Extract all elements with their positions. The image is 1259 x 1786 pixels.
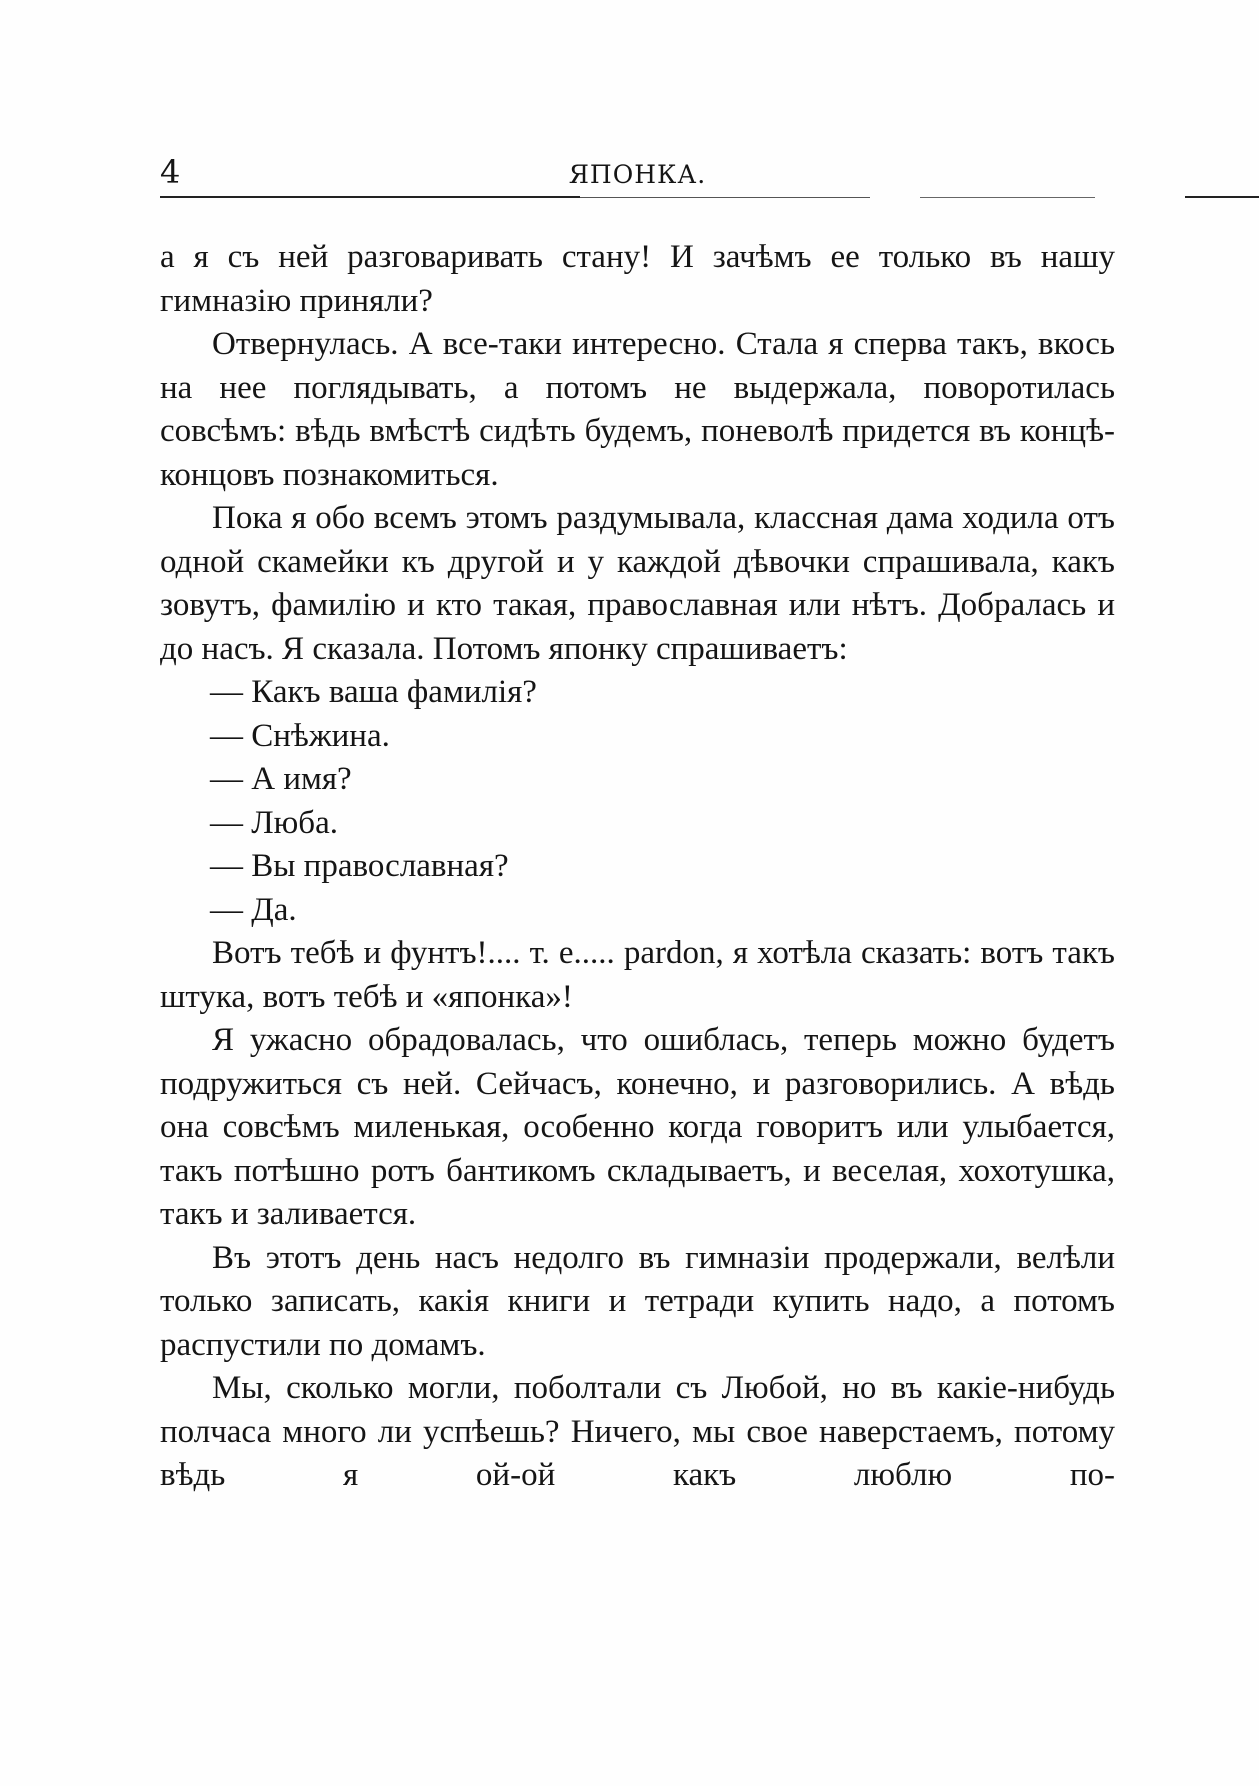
dialogue-line: — Вы православная? [210,848,509,884]
paragraph: Мы, сколько могли, поболтали съ Любой, но въ какіе-нибудь полчаса много ли успѣешь? Ничего, мы свое наверстаемъ, потому вѣдь я ой-ой какъ люблю по- [160,1370,1115,1493]
page-number: 4 [160,153,181,191]
running-title: ЯПОНКА. [568,160,707,189]
paragraph: Вотъ тебѣ и фунтъ!.... т. е..... pardon, я хотѣла сказать: вотъ такъ штука, вотъ тебѣ и «японка»! [160,935,1115,1015]
header-rule [580,197,870,198]
paragraph: а я съ ней разговаривать стану! И зачѣмъ ее только въ нашу гимназію приняли? [160,239,1115,319]
header-rule [160,196,580,198]
dialogue-line: — Какъ ваша фамилія? [210,674,537,710]
dialogue-line: — Снѣжина. [210,717,390,754]
dialogue-line: — Люба. [210,804,338,841]
dialogue-line: — А имя? [210,761,352,797]
running-header [160,150,1115,200]
paragraph: Отвернулась. А все-таки интересно. Стала я сперва такъ, вкось на нее поглядывать, а потомъ не выдержала, поворотилась совсѣмъ: вѣдь вмѣстѣ сидѣть будемъ, поневолѣ придется въ концѣ-концовъ познакомиться. [160,326,1115,493]
dialogue-line: — Да. [210,891,297,928]
body-text [160,236,1115,1498]
header-rule [920,197,1095,198]
paragraph: Въ этотъ день насъ недолго въ гимназіи продержали, велѣли только записать, какія книги и тетради купить надо, а потомъ распустили по домамъ. [160,1239,1115,1363]
paragraph: Пока я обо всемъ этомъ раздумывала, классная дама ходила отъ одной скамейки къ другой и у каждой дѣвочки спрашивала, какъ зовутъ, фамилію и кто такая, православная или нѣтъ. Добралась и до насъ. Я сказала. Потомъ японку спрашиваетъ: [160,500,1115,667]
header-rule [1185,196,1259,198]
paragraph: Я ужасно обрадовалась, что ошиблась, теперь можно будетъ подружиться съ ней. Сейчасъ, конечно, и разговорились. А вѣдь она совсѣмъ миленькая, особенно когда говоритъ или улыбается, такъ потѣшно ротъ бантикомъ складываетъ, и веселая, хохотушка, такъ и заливается. [160,1022,1115,1232]
